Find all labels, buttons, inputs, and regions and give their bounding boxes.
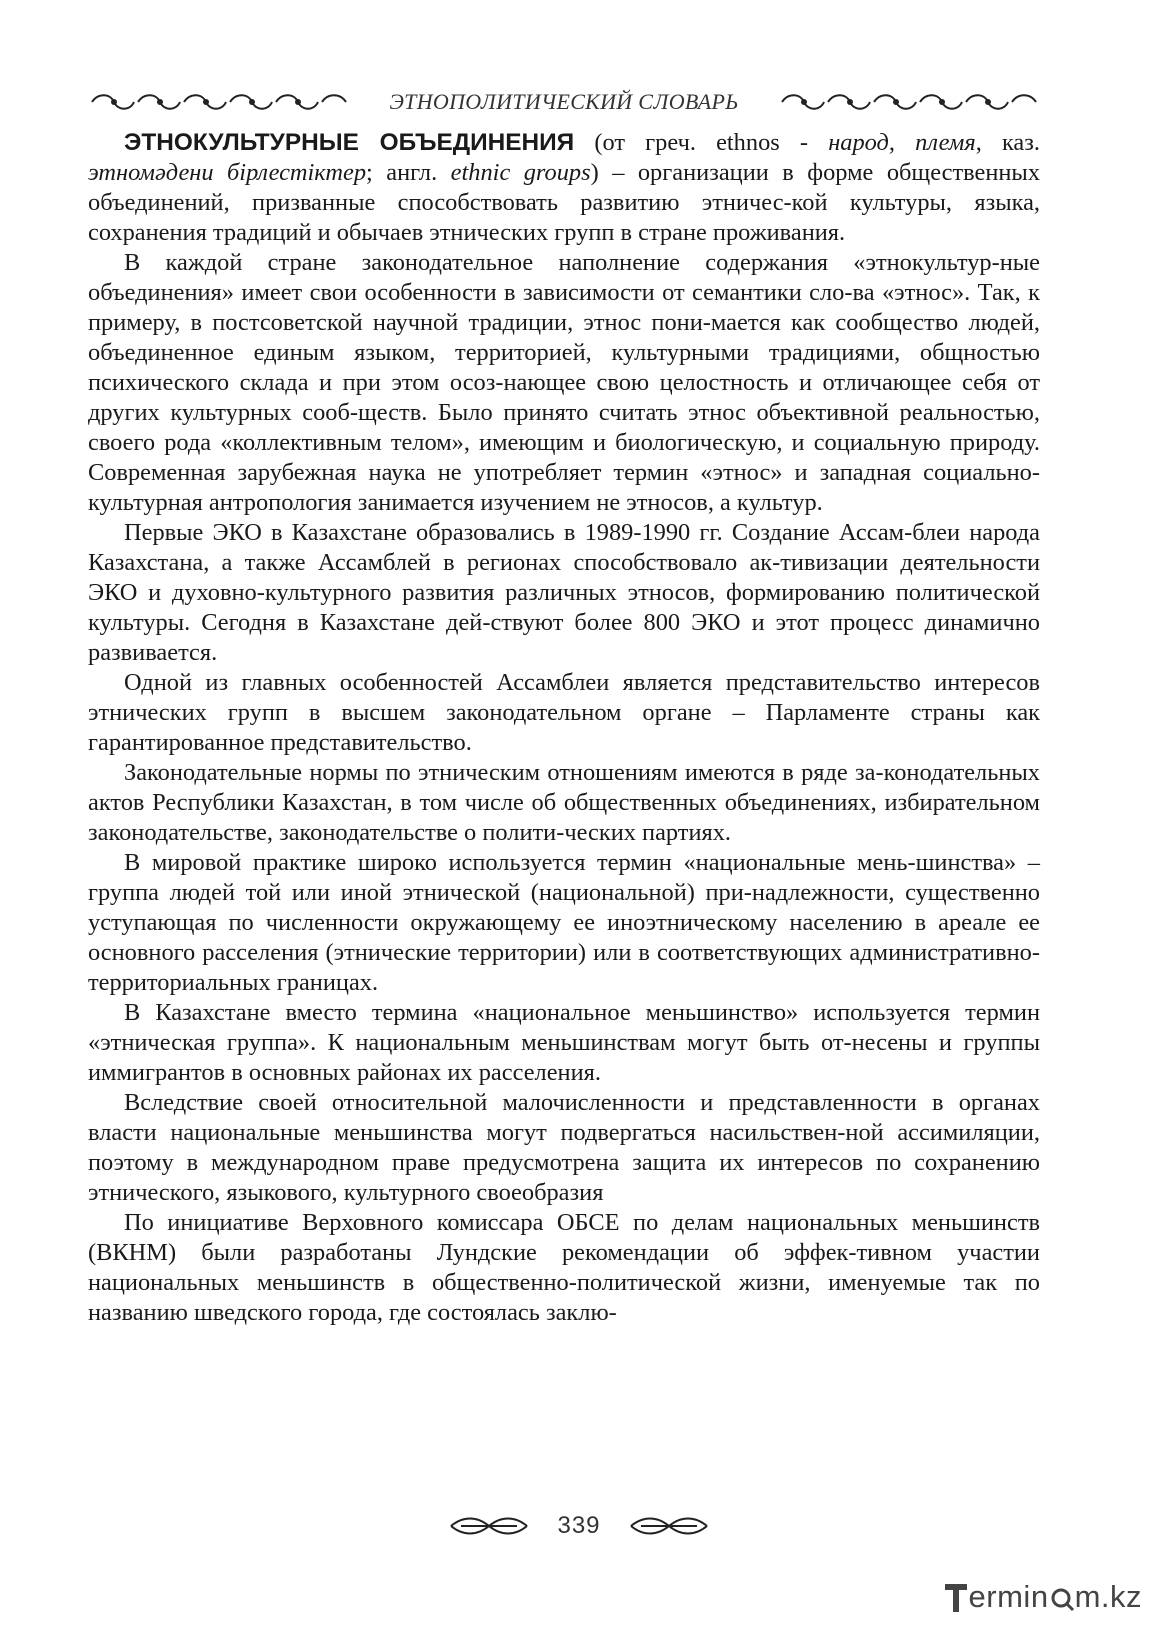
watermark [943,1575,1142,1619]
page-header [88,82,1040,122]
ornament-right-icon [778,91,1040,113]
running-title: ЭТНОПОЛИТИЧЕСКИЙ СЛОВАРЬ [389,89,739,114]
paragraph: В каждой стране законодательное наполнение содержания «этнокультур-ные объединения» имеет свои особенности в зависимости от семантики сло-ва «этнос». Так, к примеру, в постсоветской научной традиции, этнос пони-мается как сообщество людей, объединенное единым языком, территорией, культурными традициями, общностью психического склада и при этом осоз-нающее свою целостность и отличающее себя от других культурных сооб-ществ. Было принято считать этнос объективной реальностью, своего рода «коллективным телом», имеющим и биологическую, и социальную природу. Современная зарубежная наука не употребляет термин «этнос» и западная социально-культурная антропология занимается изучением не этносов, а культур. [88,249,1040,516]
definition-text: , каз. [975,129,1040,156]
flourish-left-icon [447,1514,531,1538]
watermark-text-start: ermin [968,1579,1049,1614]
ornament-left-icon [88,91,350,113]
definition-english: ethnic groups [450,159,591,186]
paragraph: В мировой практике широко используется термин «национальные мень-шинства» – группа людей той или иной этнической (национальной) при-надлежности, существенно уступающая по численности окружающему ее иноэтническому населению в ареале ее основного расселения (этнические территории) или в соответствующих административно-территориальных границах. [88,849,1040,996]
definition-gloss: народ, племя [828,129,976,156]
paragraph: Первые ЭКО в Казахстане образовались в 1989-1990 гг. Создание Ассам-блеи народа Казахстана, а также Ассамблей в регионах способствовало ак-тивизации деятельности ЭКО и духовно-культурного развития различных этносов, формированию политической культуры. Сегодня в Казахстане дей-ствуют более 800 ЭКО и этот процесс динамично развивается. [88,519,1040,666]
definition-text: ) – организации в форме общественных объединений, призванные способствовать развитию этничес-кой культуры, языка, сохранения традиций и обычаев этнических групп в стране проживания. [88,159,1041,246]
definition-kazakh: этномәдени бірлестіктер [88,159,367,186]
entry-term: ЭТНОКУЛЬТУРНЫЕ ОБЪЕДИНЕНИЯ [124,129,575,156]
watermark-t-logo-icon [943,1580,969,1614]
flourish-right-icon [627,1514,711,1538]
watermark-text-end: m.kz [1074,1579,1142,1614]
paragraph: В Казахстане вместо термина «национальное меньшинство» используется термин «этническая группа». К национальным меньшинствам могут быть от-несены и группы иммигрантов в основных районах их расселения. [88,999,1040,1086]
entry-definition [88,128,1040,248]
page-footer [0,1506,1158,1546]
definition-text: ; англ. [366,159,451,186]
definition-text: (от греч. ethnos - [574,129,829,156]
page-number: 339 [557,1512,601,1539]
watermark-magnifier-icon [1049,1582,1075,1612]
paragraph: Вследствие своей относительной малочисленности и представленности в органах власти национальные меньшинства могут подвергаться насильствен-ной ассимиляции, поэтому в международном праве предусмотрена защита их интересов по сохранению этнического, языкового, культурного своеобразия [88,1089,1040,1206]
dictionary-entry [88,128,1040,1328]
paragraph: По инициативе Верховного комиссара ОБСЕ по делам национальных меньшинств (ВКНМ) были разработаны Лундские рекомендации об эффек-тивном участии национальных меньшинств в общественно-политической жизни, именуемые так по названию шведского города, где состоялась заклю- [88,1209,1040,1326]
paragraph: Законодательные нормы по этническим отношениям имеются в ряде за-конодательных актов Республики Казахстан, в том числе об общественных объединениях, избирательном законодательстве, законодательстве о полити-ческих партиях. [88,759,1040,846]
paragraph: Одной из главных особенностей Ассамблеи является представительство интересов этнических групп в высшем законодательном органе – Парламенте страны как гарантированное представительство. [88,669,1040,756]
